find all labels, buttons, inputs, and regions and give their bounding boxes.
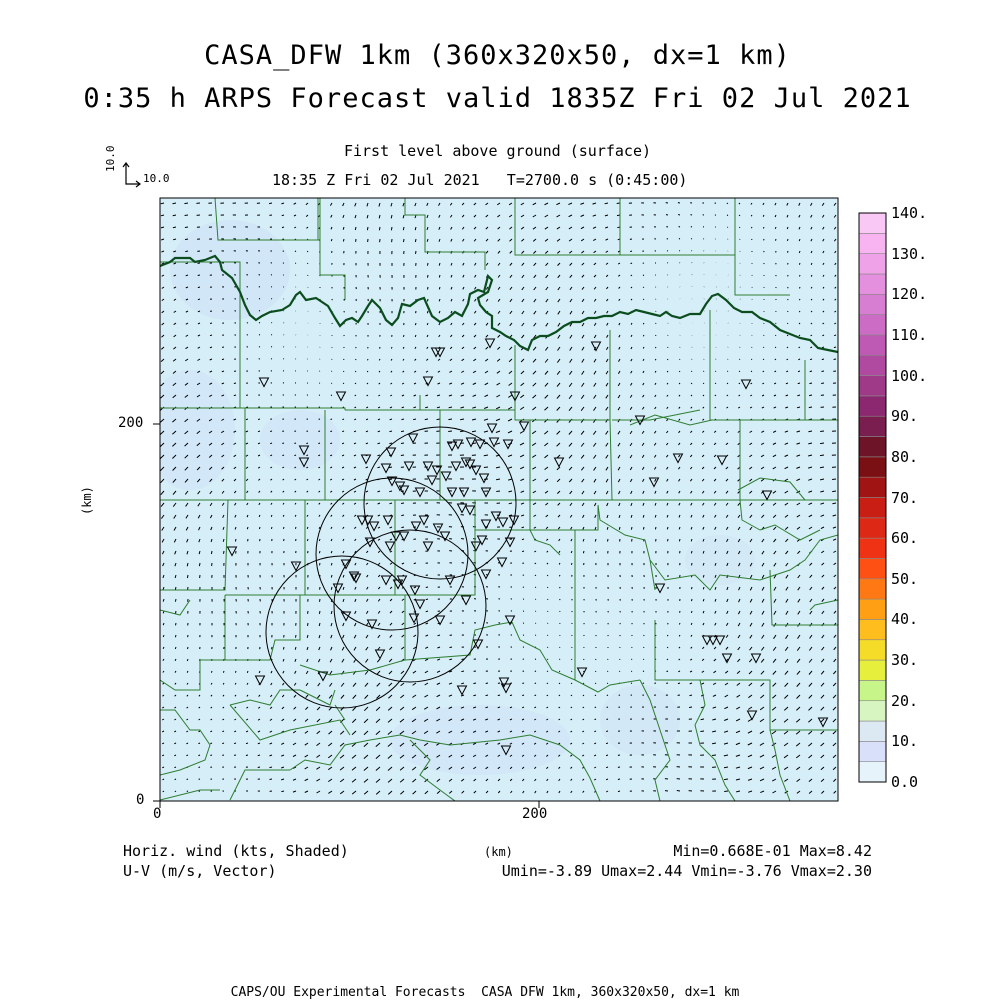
colorbar-label: 120.	[891, 285, 928, 304]
colorbar-box	[859, 233, 886, 253]
colorbar-box	[859, 274, 886, 294]
y-tick-0: 0	[136, 792, 145, 808]
colorbar-label: 50.	[891, 569, 919, 588]
colorbar-label: 0.0	[891, 773, 919, 791]
footer-field-label: Horiz. wind (kts, Shaded)	[123, 842, 349, 860]
footer-vector-label: U-V (m/s, Vector)	[123, 862, 277, 880]
colorbar-label: 30.	[891, 651, 919, 670]
colorbar-box	[859, 437, 886, 457]
subtitle-level: First level above ground (surface)	[343, 142, 652, 160]
footer-uv-stats: Umin=-3.89 Umax=2.44 Vmin=-3.76 Vmax=2.30	[501, 862, 872, 880]
colorbar-label: 70.	[891, 488, 919, 507]
colorbar-box	[859, 701, 886, 721]
y-axis-unit: (km)	[80, 486, 94, 515]
colorbar-label: 140.	[891, 204, 928, 222]
subtitle-time: 18:35 Z Fri 02 Jul 2021 T=2700.0 s (0:45:00)	[272, 171, 688, 189]
colorbar	[859, 213, 886, 782]
y-tick-200: 200	[118, 415, 144, 431]
colorbar-box	[859, 213, 886, 233]
colorbar-box	[859, 640, 886, 660]
colorbar-box	[859, 376, 886, 396]
colorbar-box	[859, 721, 886, 741]
footer-credit: CAPS/OU Experimental Forecasts CASA DFW 1km, 360x320x50, dx=1 km	[230, 985, 740, 1000]
reference-vector-label-vertical: 10.0	[104, 145, 117, 172]
colorbar-box	[859, 355, 886, 375]
colorbar-box	[859, 477, 886, 497]
x-tick-200: 200	[522, 806, 548, 822]
footer-min-max: Min=0.668E-01 Max=8.42	[673, 842, 872, 860]
title-line-2: 0:35 h ARPS Forecast valid 1835Z Fri 02 Jul 2021	[83, 83, 912, 114]
title-line-1: CASA_DFW 1km (360x320x50, dx=1 km)	[204, 40, 791, 71]
x-tick-0: 0	[153, 806, 162, 822]
colorbar-box	[859, 254, 886, 274]
colorbar-label: 90.	[891, 407, 919, 426]
colorbar-box	[859, 619, 886, 639]
colorbar-label: 20.	[891, 691, 919, 710]
colorbar-label: 10.	[891, 732, 919, 751]
colorbar-box	[859, 741, 886, 761]
reference-vector-label-horizontal: 10.0	[143, 172, 170, 185]
colorbar-label: 40.	[891, 610, 919, 629]
colorbar-box	[859, 518, 886, 538]
colorbar-box	[859, 294, 886, 314]
colorbar-label: 80.	[891, 447, 919, 466]
colorbar-box	[859, 558, 886, 578]
colorbar-box	[859, 660, 886, 680]
colorbar-box	[859, 416, 886, 436]
colorbar-box	[859, 335, 886, 355]
colorbar-box	[859, 315, 886, 335]
colorbar-box	[859, 680, 886, 700]
x-axis-unit: (km)	[484, 845, 513, 859]
colorbar-label: 110.	[891, 325, 928, 344]
colorbar-label: 100.	[891, 366, 928, 385]
colorbar-box	[859, 498, 886, 518]
reference-vector	[123, 163, 140, 187]
colorbar-box	[859, 762, 886, 782]
colorbar-box	[859, 538, 886, 558]
colorbar-box	[859, 579, 886, 599]
colorbar-label: 60.	[891, 529, 919, 548]
colorbar-box	[859, 599, 886, 619]
colorbar-label: 130.	[891, 244, 928, 263]
colorbar-box	[859, 457, 886, 477]
colorbar-box	[859, 396, 886, 416]
